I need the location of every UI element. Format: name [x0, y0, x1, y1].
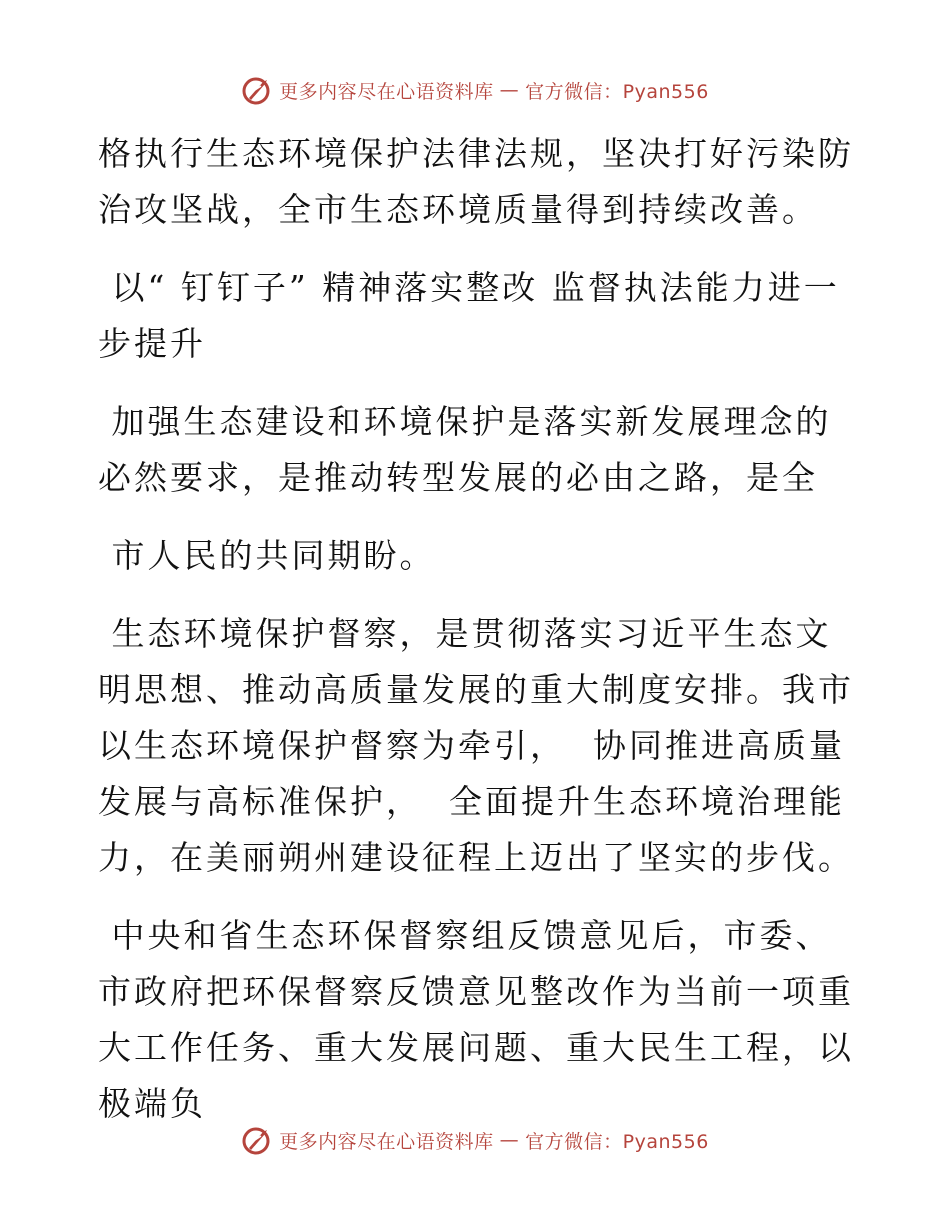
- paragraph-3: 市人民的共同期盼。: [98, 536, 436, 575]
- quill-logo-icon: [241, 1124, 273, 1156]
- paragraph-4: 生态环境保护督察，是贯彻落实习近平生态文明思想、推动高质量发展的重大制度安排。我市以生态环境保护督察为牵引， 协同推进高质量发展与高标准保护， 全面提升生态环境治理能力，在美丽朔州建设征程上迈出了坚实的步伐。: [98, 614, 854, 877]
- watermark-wechat-text: 官方微信：Pyan556: [525, 1130, 709, 1153]
- watermark-wechat-text: 官方微信：Pyan556: [525, 80, 709, 103]
- paragraph-5: 中央和省生态环保督察组反馈意见后，市委、市政府把环保督察反馈意见整改作为当前一项重大工作任务、重大发展问题、重大民生工程，以极端负: [98, 916, 854, 1123]
- footer-watermark: [0, 1124, 950, 1156]
- watermark-dash: —: [499, 1129, 520, 1151]
- document-body: [98, 126, 858, 1154]
- paragraph-1: 格执行生态环境保护法律法规，坚决打好污染防治攻坚战，全市生态环境质量得到持续改善。: [98, 134, 854, 229]
- paragraph-2: 加强生态建设和环境保护是落实新发展理念的必然要求，是推动转型发展的必由之路，是全: [98, 402, 832, 497]
- paragraph-heading: 以“ 钉钉子” 精神落实整改 监督执法能力进一步提升: [98, 268, 840, 363]
- quill-logo-icon: [241, 74, 273, 106]
- watermark-dash: —: [499, 79, 520, 101]
- watermark-main-text: 更多内容尽在心语资料库: [279, 1130, 494, 1153]
- watermark-main-text: 更多内容尽在心语资料库: [279, 80, 494, 103]
- header-watermark: [0, 74, 950, 106]
